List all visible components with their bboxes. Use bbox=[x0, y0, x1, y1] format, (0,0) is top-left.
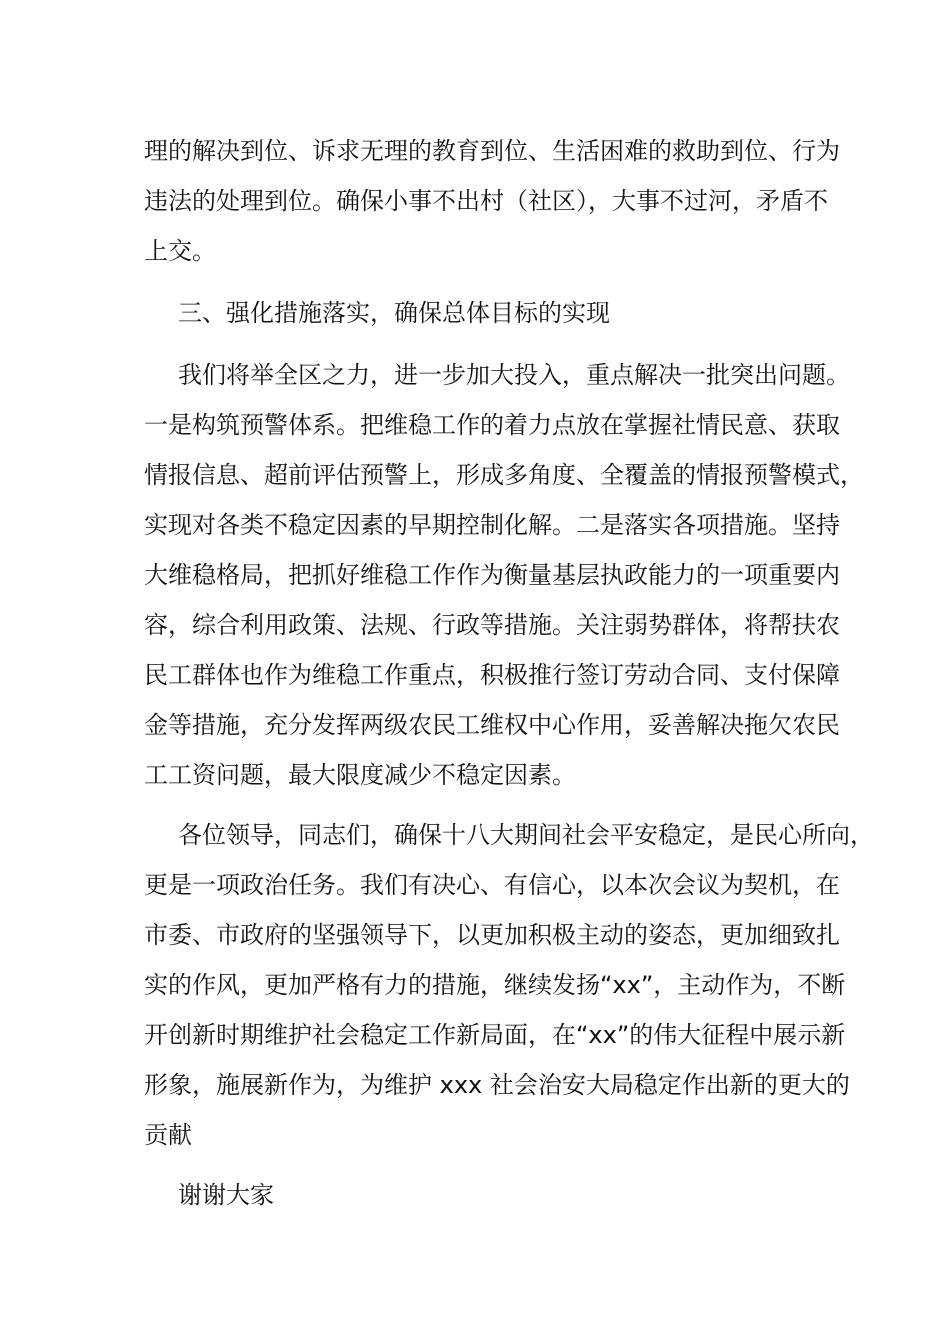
text-line: 实的作风，更加严格有力的措施，继续发扬“xx”，主动作为，不断 bbox=[144, 971, 846, 999]
text-line: 实现对各类不稳定因素的早期控制化解。二是落实各项措施。坚持 bbox=[144, 511, 840, 539]
text-line: 理的解决到位、诉求无理的教育到位、生活困难的救助到位、行为 bbox=[144, 137, 840, 165]
paragraph-continuation bbox=[144, 126, 840, 276]
text-line: 违法的处理到位。确保小事不出村（社区），大事不过河，矛盾不 bbox=[144, 187, 828, 215]
text-line: 贡献 bbox=[144, 1121, 192, 1149]
text-line: 上交。 bbox=[144, 237, 216, 265]
text-line: 容，综合利用政策、法规、行政等措施。关注弱势群体，将帮扶农 bbox=[144, 611, 840, 639]
text-line: 情报信息、超前评估预警上，形成多角度、全覆盖的情报预警模式， bbox=[144, 461, 864, 489]
text-line: 更是一项政治任务。我们有决心、有信心，以本次会议为契机，在 bbox=[144, 871, 840, 899]
text-line: 民工群体也作为维稳工作重点，积极推行签订劳动合同、支付保障 bbox=[144, 661, 840, 689]
text-line: 我们将举全区之力，进一步加大投入，重点解决一批突出问题。 bbox=[178, 361, 850, 389]
text-line: 一是构筑预警体系。把维稳工作的着力点放在掌握社情民意、获取 bbox=[144, 411, 840, 439]
text-line: 工工资问题，最大限度减少不稳定因素。 bbox=[144, 761, 576, 789]
closing-text: 谢谢大家 bbox=[178, 1181, 274, 1209]
heading-text: 三、强化措施落实，确保总体目标的实现 bbox=[178, 299, 610, 327]
paragraph-closing-remarks bbox=[144, 810, 874, 1160]
text-line: 金等措施，充分发挥两级农民工维权中心作用，妥善解决拖欠农民 bbox=[144, 711, 840, 739]
text-line: 各位领导，同志们，确保十八大期间社会平安稳定，是民心所向， bbox=[178, 821, 874, 849]
text-line: 开创新时期维护社会稳定工作新局面，在“xx”的伟大征程中展示新 bbox=[144, 1021, 846, 1049]
closing-thanks bbox=[144, 1170, 816, 1220]
paragraph-measures bbox=[144, 350, 864, 800]
section-heading bbox=[144, 288, 816, 338]
text-line: 市委、市政府的坚强领导下，以更加积极主动的姿态，更加细致扎 bbox=[144, 921, 840, 949]
text-line: 形象，施展新作为，为维护 xxx 社会治安大局稳定作出新的更大的 bbox=[144, 1071, 850, 1099]
text-line: 大维稳格局，把抓好维稳工作作为衡量基层执政能力的一项重要内 bbox=[144, 561, 840, 589]
